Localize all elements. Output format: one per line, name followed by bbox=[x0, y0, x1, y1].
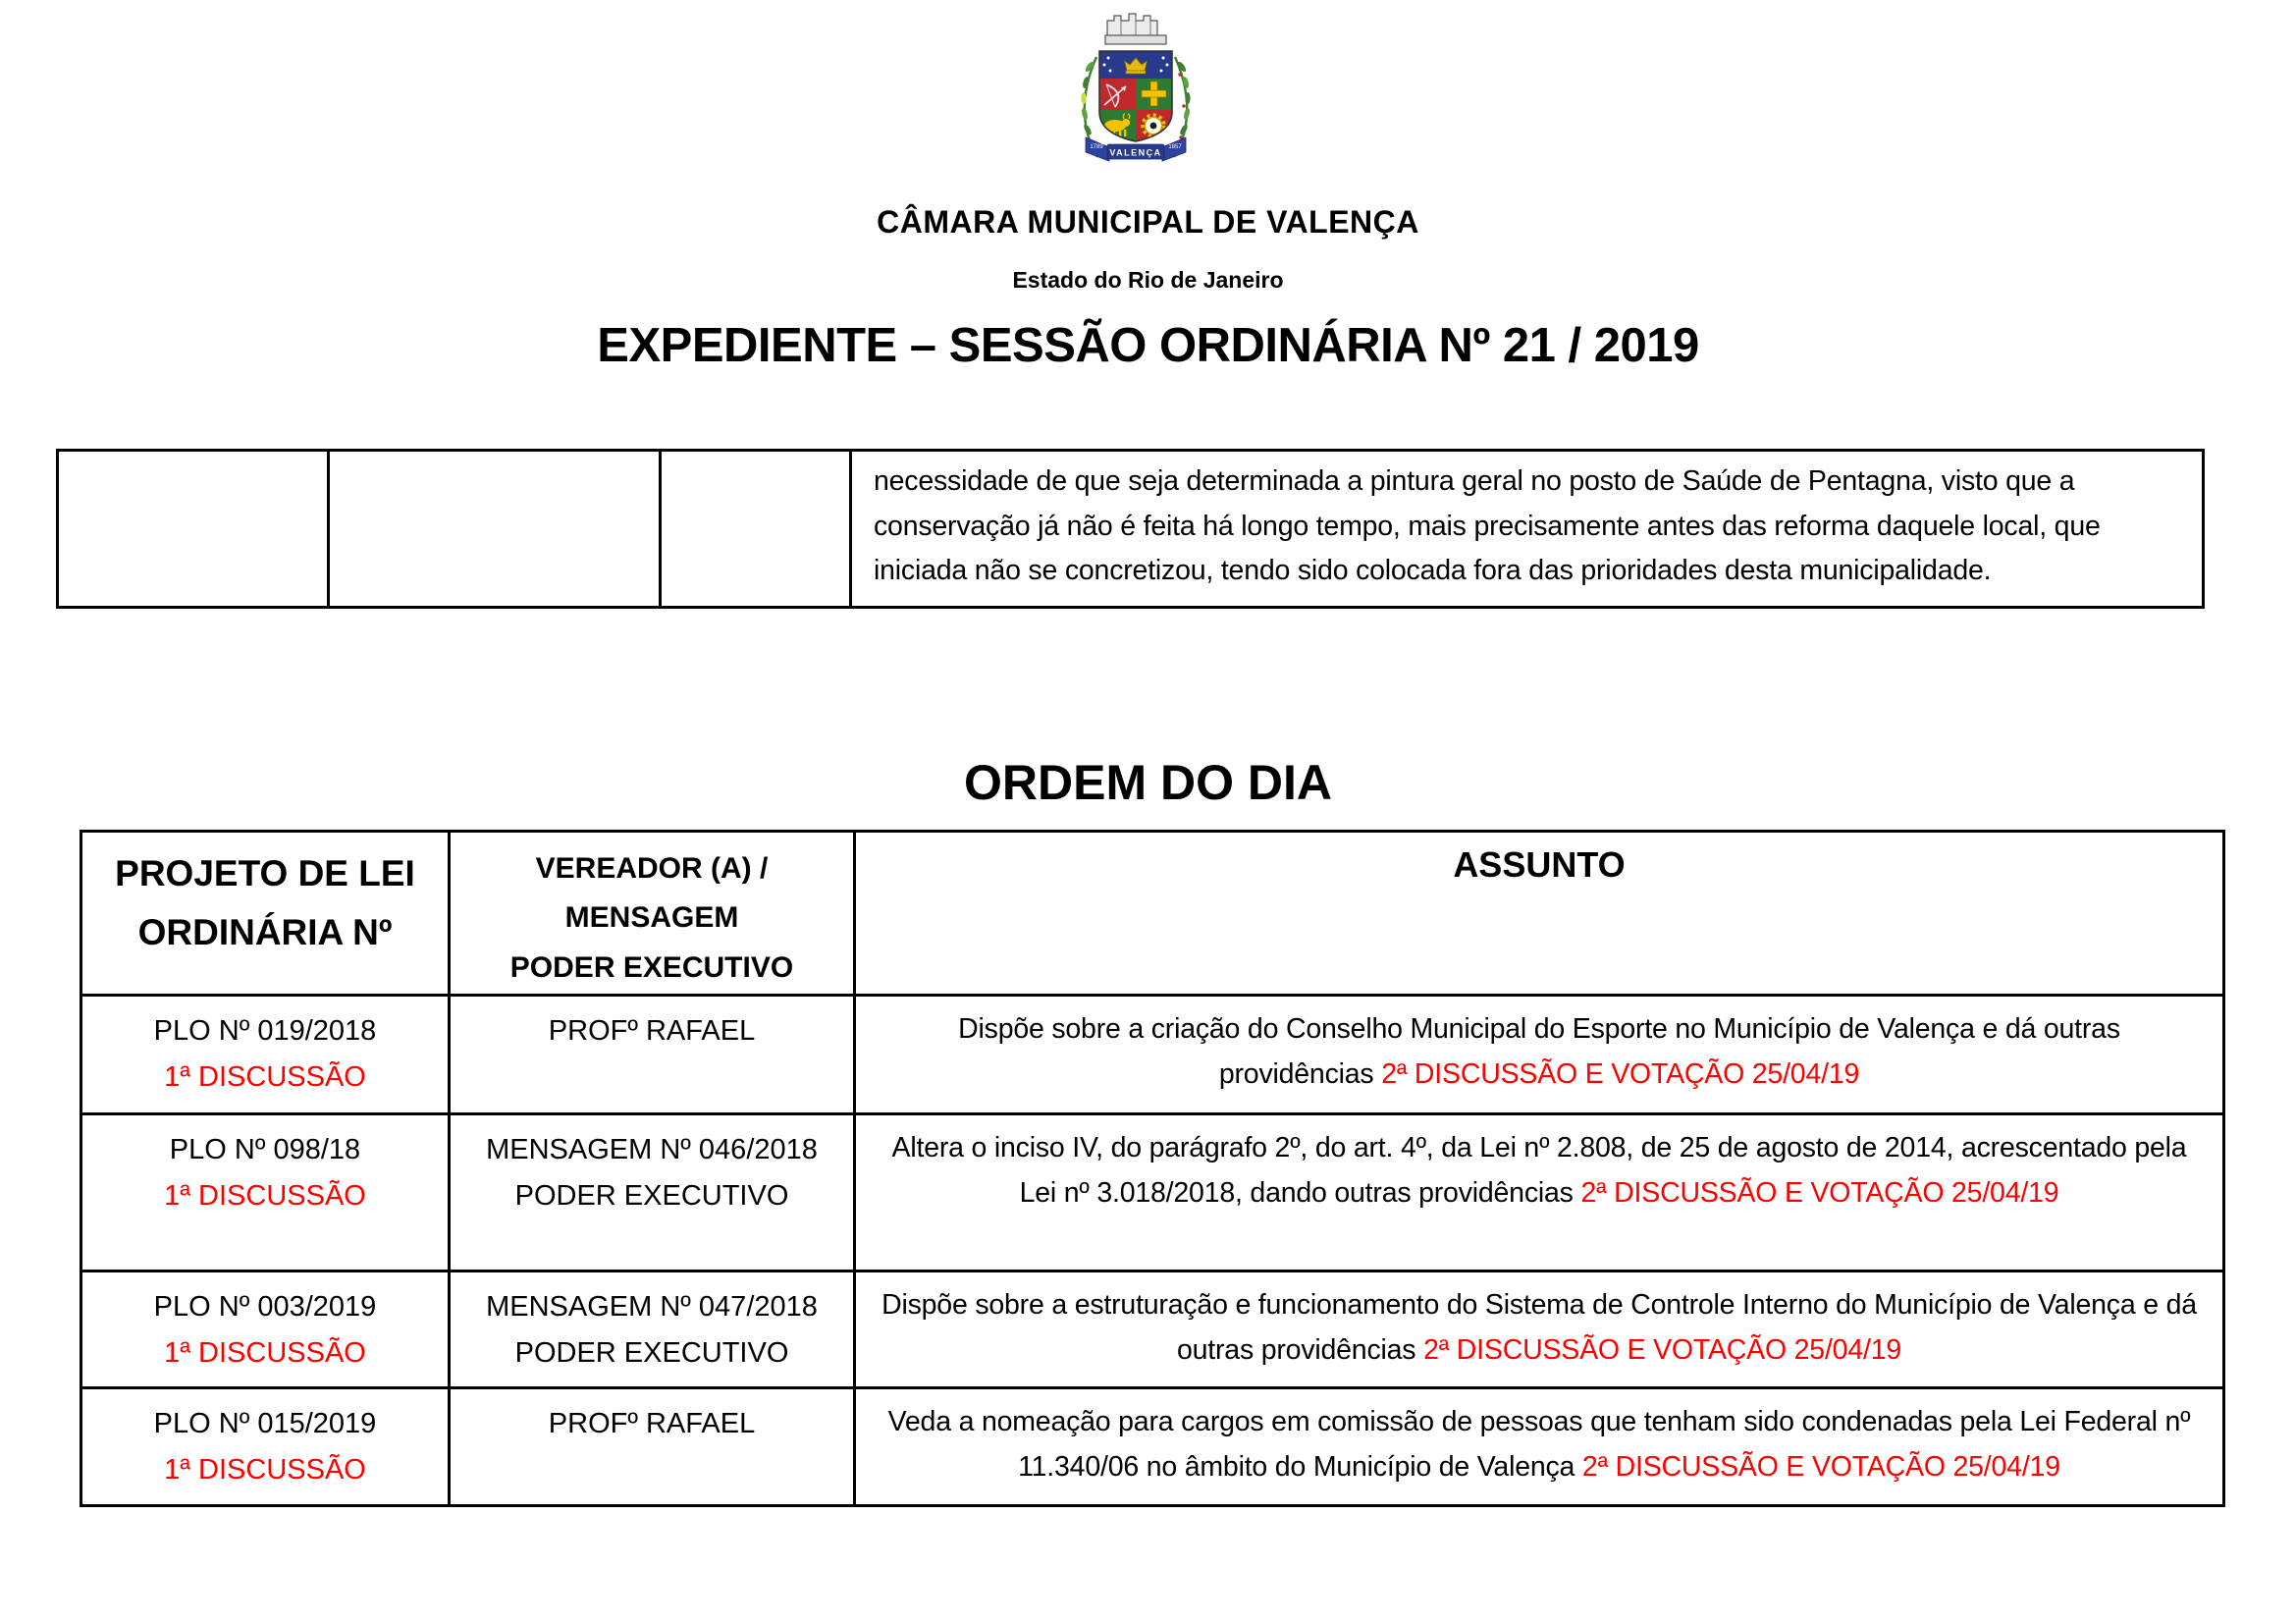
assunto-text: Dispõe sobre a criação do Conselho Municipal do Esporte no Município de Valença e dá outras providências bbox=[958, 1013, 2120, 1091]
institution-subtitle: Estado do Rio de Janeiro bbox=[1012, 267, 1284, 293]
author-cell: MENSAGEM Nº 046/2018 PODER EXECUTIVO bbox=[450, 1114, 855, 1271]
ordem-do-dia-heading: ORDEM DO DIA bbox=[964, 755, 1332, 810]
ribbon-name-text: VALENÇA bbox=[1109, 147, 1162, 158]
status-badge: 1ª DISCUSSÃO bbox=[164, 1180, 366, 1213]
expediente-text-cell bbox=[851, 451, 2204, 608]
assunto-text: Dispõe sobre a estruturação e funcionamento do Sistema de Controle Interno do Município de Valença e dá outras providências bbox=[881, 1289, 2197, 1367]
assunto-highlight: 2ª DISCUSSÃO E VOTAÇÃO 25/04/19 bbox=[1580, 1177, 2059, 1210]
author-cell: MENSAGEM Nº 047/2018 PODER EXECUTIVO bbox=[450, 1271, 855, 1388]
expediente-table bbox=[56, 449, 2205, 609]
table-row bbox=[81, 1388, 2224, 1506]
plo-cell bbox=[81, 1114, 450, 1271]
status-badge: 1ª DISCUSSÃO bbox=[164, 1337, 366, 1370]
ribbon-year-left: 1789 bbox=[1090, 144, 1103, 150]
assunto-cell bbox=[855, 1271, 2224, 1388]
assunto-highlight: 2ª DISCUSSÃO E VOTAÇÃO 25/04/19 bbox=[1581, 1451, 2060, 1484]
plo-cell bbox=[81, 996, 450, 1114]
assunto-text: Altera o inciso IV, do parágrafo 2º, do art. 4º, da Lei nº 2.808, de 25 de agosto de 2014, acrescentado pela Lei nº 3.018/2018, dando outras providências bbox=[891, 1132, 2187, 1210]
empty-cell bbox=[58, 451, 329, 608]
table-row bbox=[58, 451, 2204, 608]
table-row bbox=[81, 1114, 2224, 1271]
empty-cell bbox=[329, 451, 661, 608]
author-cell: PROFº RAFAEL bbox=[450, 1388, 855, 1506]
plo-number: PLO Nº 003/2019 bbox=[153, 1291, 377, 1324]
assunto-text: Veda a nomeação para cargos em comissão de pessoas que tenham sido condenadas pela Lei Federal nº 11.340/06 no âmbito do Município de Valença bbox=[887, 1406, 2191, 1484]
col-header-projeto: PROJETO DE LEI ORDINÁRIA Nº bbox=[81, 832, 450, 996]
mural-crown-icon bbox=[1105, 14, 1166, 44]
table-header-row bbox=[81, 832, 2224, 996]
assunto-cell bbox=[855, 1114, 2224, 1271]
plo-cell bbox=[81, 1388, 450, 1506]
plo-number: PLO Nº 015/2019 bbox=[153, 1408, 377, 1440]
expediente-text: necessidade de que seja determinada a pintura geral no posto de Saúde de Pentagna, visto que a conservação já não é feita há longo tempo, mais precisamente antes das reforma daquele local, que iniciada não se concretizou, tendo sido colocada fora das prioridades desta municipalidade. bbox=[874, 465, 2101, 587]
ribbon-year-right: 1857 bbox=[1168, 144, 1182, 150]
status-badge: 1ª DISCUSSÃO bbox=[164, 1454, 366, 1487]
empty-cell bbox=[661, 451, 851, 608]
assunto-highlight: 2ª DISCUSSÃO E VOTAÇÃO 25/04/19 bbox=[1423, 1334, 1901, 1367]
plo-number: PLO Nº 019/2018 bbox=[153, 1015, 377, 1048]
col-header-vereador: VEREADOR (A) / MENSAGEM PODER EXECUTIVO bbox=[450, 832, 855, 996]
assunto-cell bbox=[855, 996, 2224, 1114]
author-cell: PROFº RAFAEL bbox=[450, 996, 855, 1114]
assunto-cell bbox=[855, 1388, 2224, 1506]
assunto-highlight: 2ª DISCUSSÃO E VOTAÇÃO 25/04/19 bbox=[1381, 1058, 1860, 1091]
status-badge: 1ª DISCUSSÃO bbox=[164, 1061, 366, 1094]
ordem-do-dia-table bbox=[80, 830, 2225, 1507]
table-row bbox=[81, 1271, 2224, 1388]
municipal-crest-icon bbox=[1076, 8, 1196, 183]
session-heading: EXPEDIENTE – SESSÃO ORDINÁRIA Nº 21 / 2019 bbox=[597, 319, 1699, 372]
plo-cell bbox=[81, 1271, 450, 1388]
institution-title: CÂMARA MUNICIPAL DE VALENÇA bbox=[877, 204, 1419, 240]
plo-number: PLO Nº 098/18 bbox=[169, 1134, 361, 1166]
table-row bbox=[81, 996, 2224, 1114]
col-header-assunto: ASSUNTO bbox=[855, 832, 2224, 996]
